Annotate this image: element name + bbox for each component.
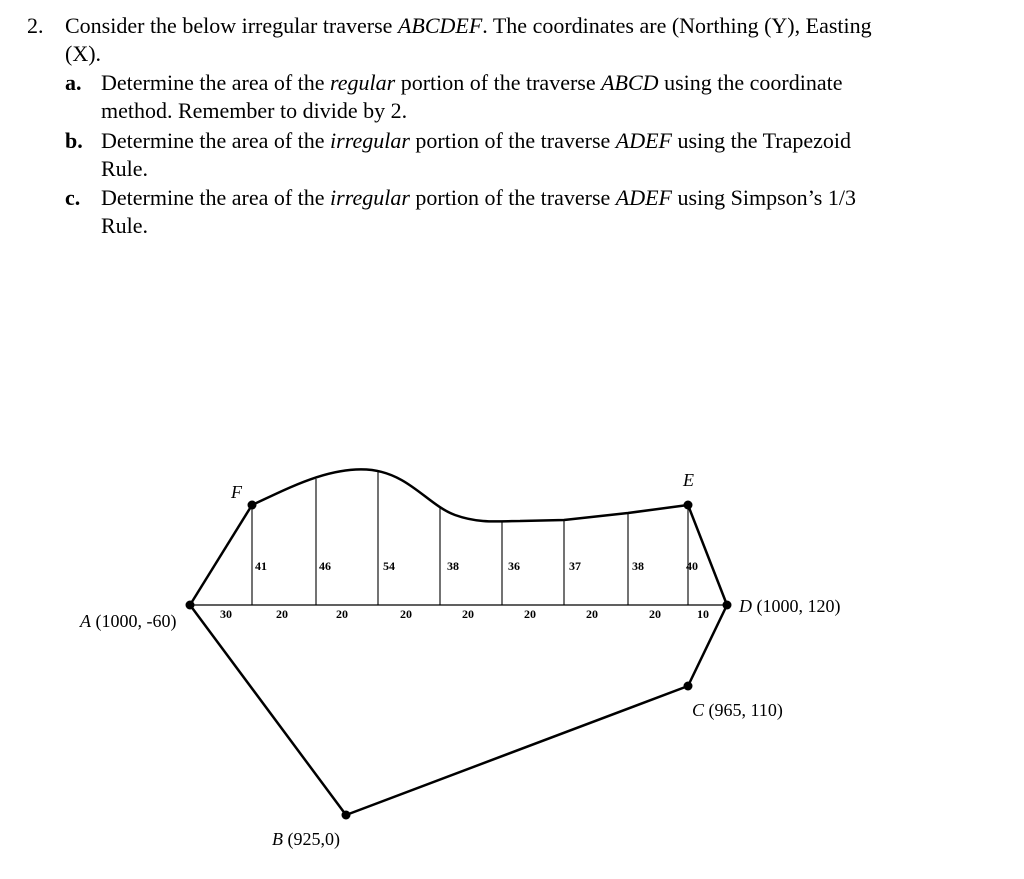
point-e-dot [684, 501, 693, 510]
intro-text-cont: . The coordinates are (Northing (Y), Easting [482, 13, 872, 38]
part-c-line2: Rule. [101, 213, 149, 238]
point-a-name: A [80, 611, 91, 631]
point-c-coords: (965, 110) [704, 700, 783, 720]
point-e-label: E [683, 470, 694, 490]
interval-value: 30 [220, 607, 232, 621]
point-c-name: C [692, 700, 705, 720]
point-d-coords: (1000, 120) [752, 596, 841, 616]
offset-value: 54 [383, 559, 395, 573]
point-b-coords: (925,0) [283, 829, 340, 849]
interval-value: 20 [336, 607, 348, 621]
point-f-label: F [231, 482, 242, 502]
offset-value: 40 [686, 559, 698, 573]
interval-value: 20 [524, 607, 536, 621]
part-a-line2: method. Remember to divide by 2. [101, 98, 408, 123]
offset-value: 41 [255, 559, 267, 573]
offset-value: 38 [632, 559, 644, 573]
part-b-line2: Rule. [101, 156, 149, 181]
part-b-text-post: using the Trapezoid [671, 128, 852, 153]
part-b-text: Determine the area of the [101, 128, 331, 153]
part-c-letter: c. [65, 185, 81, 210]
point-d-dot [723, 601, 732, 610]
question-intro-line2: (X). [65, 41, 102, 66]
part-b-letter: b. [65, 128, 83, 153]
question-number: 2. [27, 13, 44, 38]
line-ed [688, 505, 727, 605]
part-c-em: irregular [330, 185, 410, 210]
interval-value: 10 [697, 607, 709, 621]
intro-text: Consider the below irregular traverse [65, 13, 398, 38]
interval-value: 20 [649, 607, 661, 621]
offset-value: 46 [319, 559, 331, 573]
part-b-em: irregular [330, 128, 410, 153]
interval-value: 20 [276, 607, 288, 621]
point-a-coords: (1000, -60) [91, 611, 177, 631]
point-f-dot [248, 501, 257, 510]
part-c-text-post: using Simpson’s 1/3 [671, 185, 856, 210]
offset-value: 37 [569, 559, 581, 573]
part-a-text-post: using the coordinate [658, 70, 843, 95]
part-c-em2: ADEF [615, 185, 672, 210]
point-b-name: B [272, 829, 283, 849]
part-c-text: Determine the area of the [101, 185, 331, 210]
point-a-label [79, 611, 176, 632]
point-b-dot [342, 811, 351, 820]
traverse-name: ABCDEF [397, 13, 483, 38]
part-a-text-mid: portion of the traverse [395, 70, 602, 95]
curve-fe [252, 469, 688, 521]
point-d-label [738, 596, 841, 617]
line-af [190, 505, 252, 605]
interval-value: 20 [586, 607, 598, 621]
part-a-em2: ABCD [601, 70, 659, 95]
part-a-text: Determine the area of the [101, 70, 331, 95]
point-c-dot [684, 682, 693, 691]
offset-value: 38 [447, 559, 459, 573]
point-a-dot [186, 601, 195, 610]
point-b-label [272, 829, 340, 850]
part-a-em: regular [330, 70, 396, 95]
point-c-label [692, 700, 783, 721]
part-b-em2: ADEF [615, 128, 672, 153]
part-b-text-mid: portion of the traverse [409, 128, 616, 153]
point-d-name: D [739, 596, 752, 616]
part-c-text-mid: portion of the traverse [409, 185, 616, 210]
interval-value: 20 [400, 607, 412, 621]
interval-value: 20 [462, 607, 474, 621]
traverse-lower-boundary [190, 605, 727, 815]
offset-value: 36 [508, 559, 520, 573]
part-a-letter: a. [65, 70, 82, 95]
